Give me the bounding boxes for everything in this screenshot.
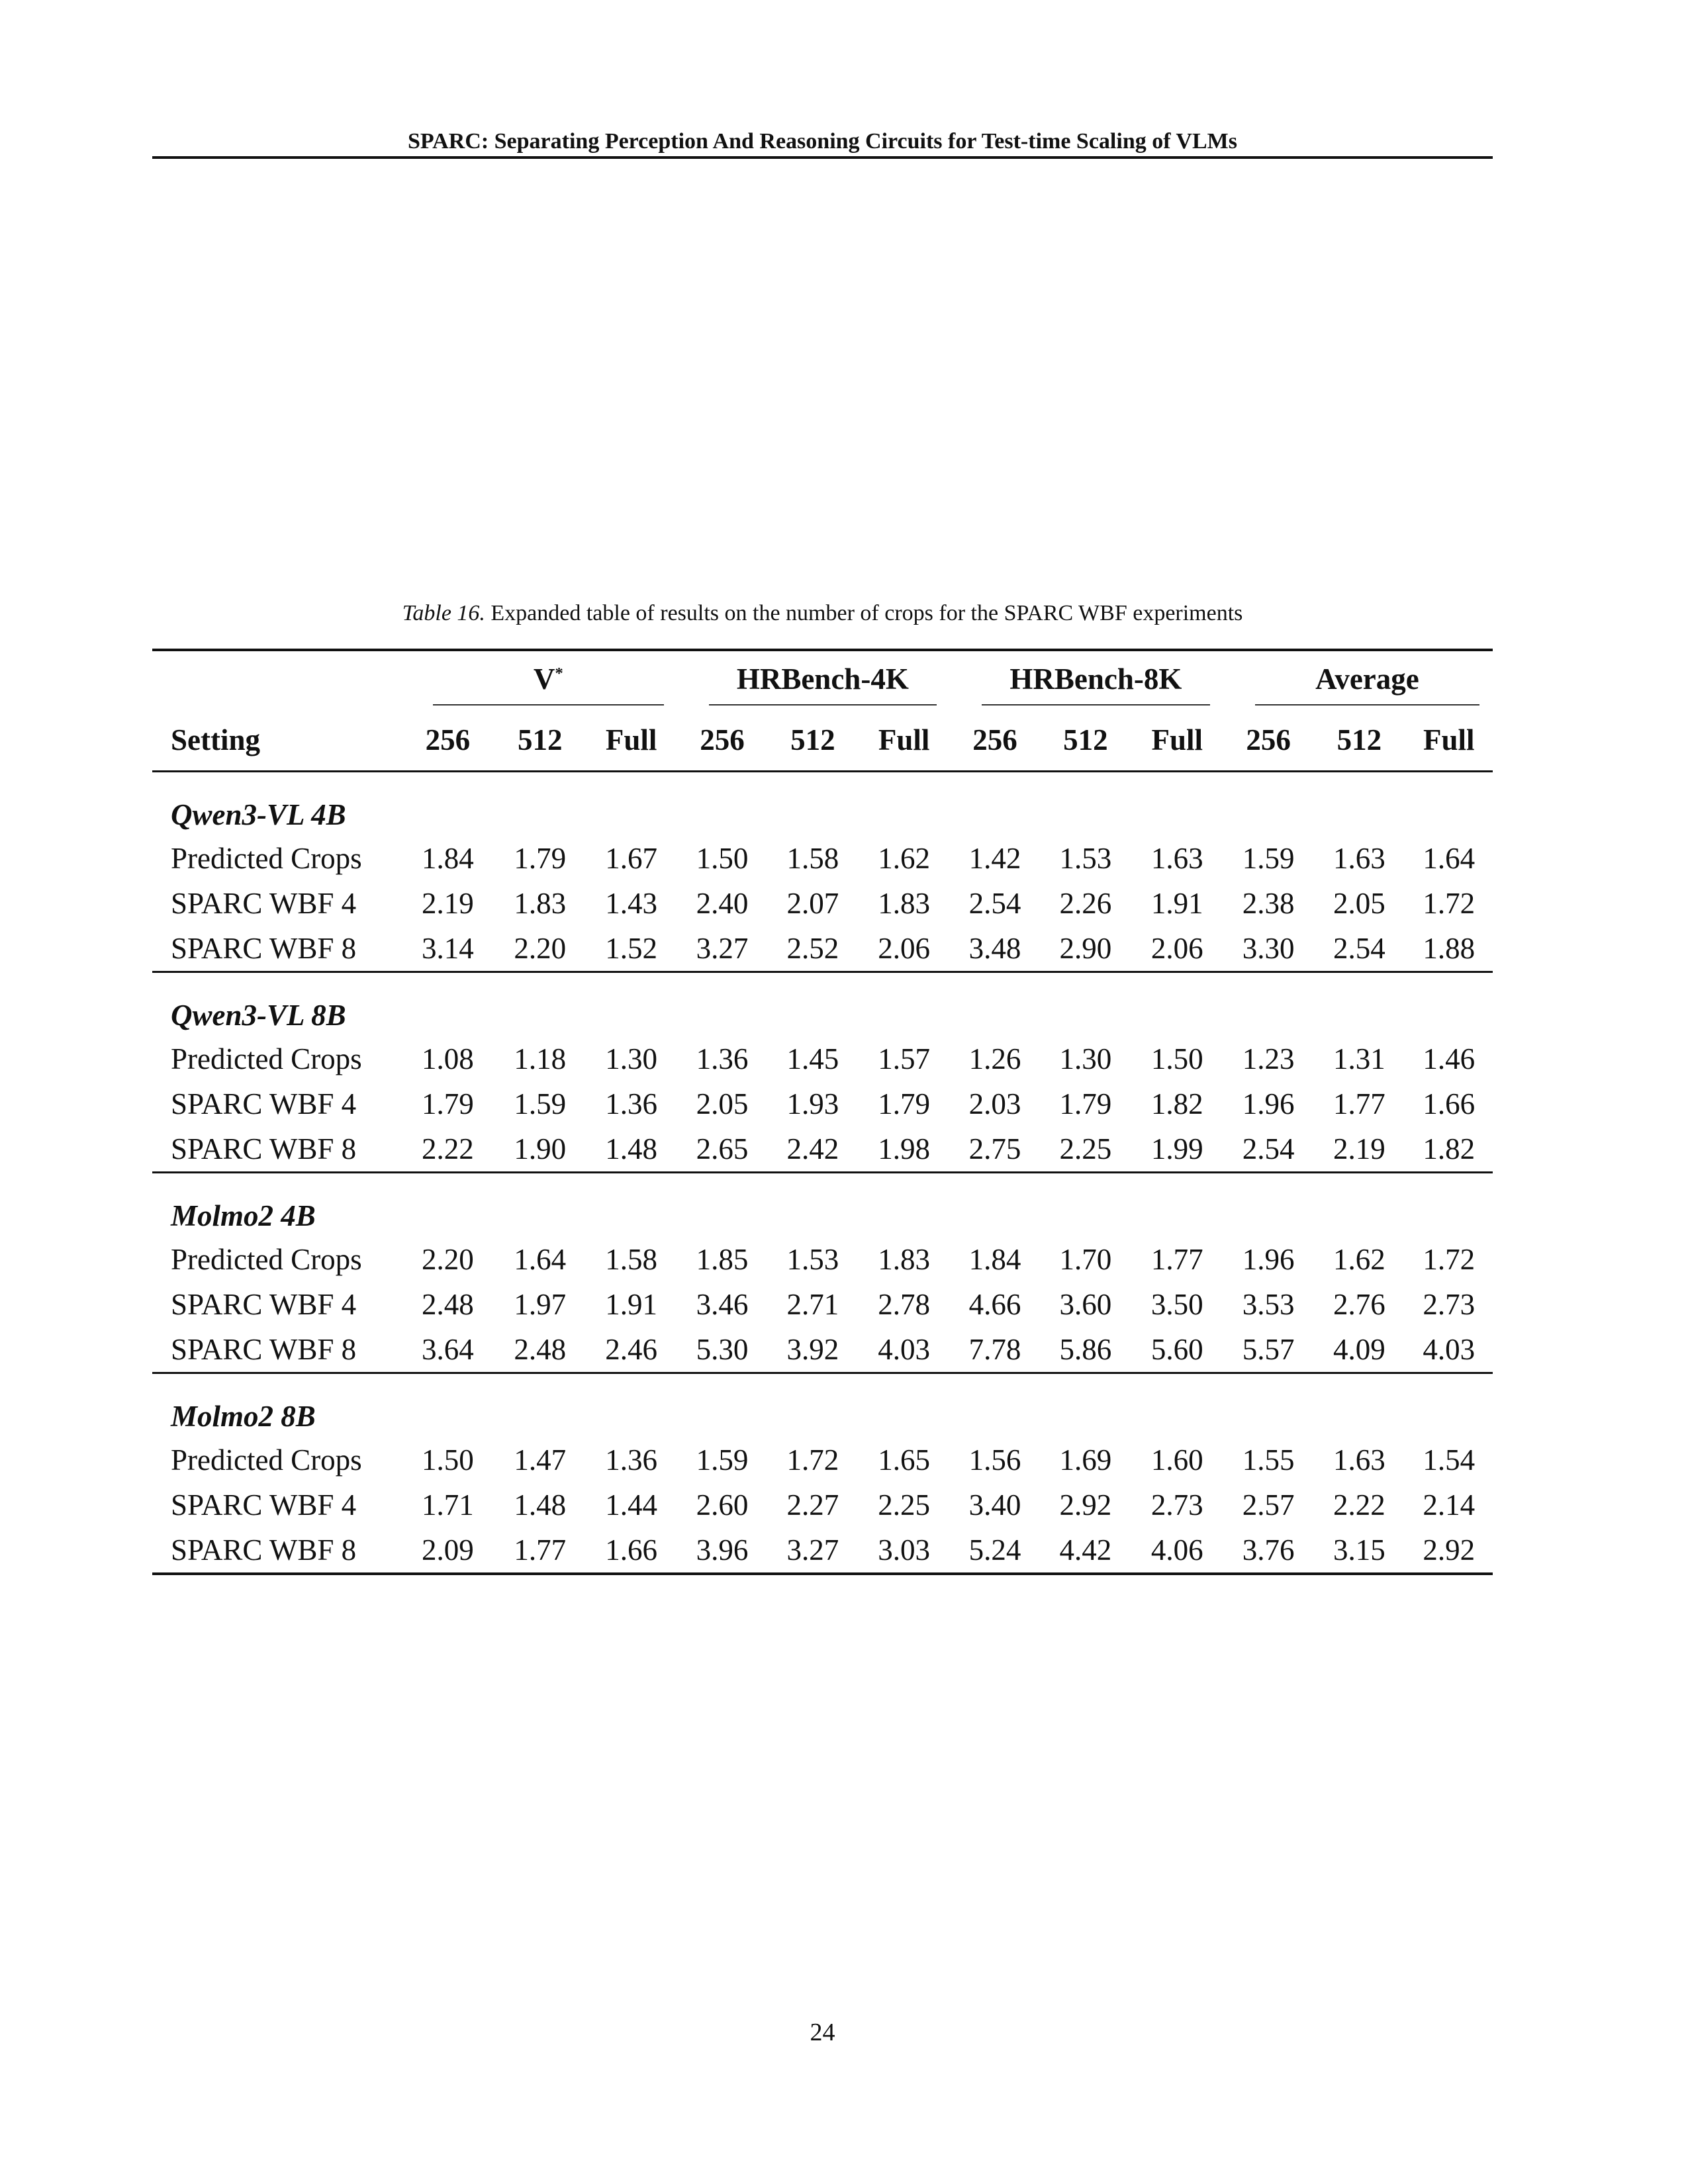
subcolumn-header: 512 bbox=[790, 723, 835, 756]
table-cell: 1.55 bbox=[1242, 1443, 1295, 1477]
group-name: HRBench-8K bbox=[1009, 662, 1182, 696]
table-cell: 1.79 bbox=[514, 842, 567, 875]
table-cell: 3.46 bbox=[696, 1288, 749, 1321]
table-cell: 2.75 bbox=[968, 1132, 1021, 1165]
table-cell: 1.91 bbox=[605, 1288, 657, 1321]
group-name: HRBench-4K bbox=[736, 662, 909, 696]
row-setting: SPARC WBF 8 bbox=[171, 932, 357, 965]
row-setting: SPARC WBF 4 bbox=[171, 1288, 357, 1321]
section-header-row bbox=[152, 772, 1493, 836]
table-cell: 2.09 bbox=[422, 1533, 474, 1567]
table-cell: 2.14 bbox=[1423, 1488, 1476, 1522]
subcolumn-header: 512 bbox=[518, 723, 563, 756]
table-cell: 2.92 bbox=[1423, 1533, 1476, 1567]
subcolumn-header-row bbox=[152, 709, 1493, 772]
table-cell: 2.05 bbox=[1333, 887, 1385, 920]
table-cell: 1.90 bbox=[514, 1132, 567, 1165]
table-cell: 1.97 bbox=[514, 1288, 567, 1321]
table-cell: 1.63 bbox=[1333, 1443, 1385, 1477]
subcolumn-header: Full bbox=[1151, 723, 1203, 756]
table-cell: 1.36 bbox=[605, 1087, 657, 1120]
table-row bbox=[152, 1126, 1493, 1173]
table-cell: 1.84 bbox=[968, 1243, 1021, 1276]
table-cell: 1.72 bbox=[1423, 887, 1476, 920]
group-name: V bbox=[533, 662, 555, 696]
table-cell: 1.52 bbox=[605, 932, 657, 965]
table-cell: 1.48 bbox=[514, 1488, 567, 1522]
table-cell: 1.77 bbox=[1333, 1087, 1385, 1120]
group-header bbox=[950, 651, 1223, 709]
table-cell: 2.27 bbox=[786, 1488, 839, 1522]
group-header-label-wrap bbox=[1255, 655, 1479, 705]
row-setting: Predicted Crops bbox=[171, 1042, 362, 1075]
table-cell: 1.30 bbox=[1059, 1042, 1112, 1075]
table-cell: 1.72 bbox=[786, 1443, 839, 1477]
table-cell: 1.36 bbox=[696, 1042, 749, 1075]
table-cell: 1.91 bbox=[1150, 887, 1203, 920]
table-cell: 1.42 bbox=[968, 842, 1021, 875]
table-cell: 2.90 bbox=[1059, 932, 1112, 965]
table-bottom-rule bbox=[152, 1574, 1493, 1575]
table-row bbox=[152, 836, 1493, 881]
table-cell: 1.98 bbox=[878, 1132, 931, 1165]
caption-label: Table 16. bbox=[402, 601, 485, 625]
table-cell: 2.19 bbox=[422, 887, 474, 920]
results-table bbox=[152, 649, 1493, 1575]
table-cell: 2.38 bbox=[1242, 887, 1295, 920]
table-cell: 3.30 bbox=[1242, 932, 1295, 965]
table-cell: 2.78 bbox=[878, 1288, 931, 1321]
table-row bbox=[152, 1527, 1493, 1574]
table-cell: 2.22 bbox=[1333, 1488, 1385, 1522]
table-cell: 4.09 bbox=[1333, 1333, 1385, 1366]
row-setting: SPARC WBF 8 bbox=[171, 1333, 357, 1366]
group-header-label-wrap bbox=[433, 655, 664, 705]
table-cell: 1.77 bbox=[514, 1533, 567, 1567]
table-cell: 5.57 bbox=[1242, 1333, 1295, 1366]
table-cell: 2.42 bbox=[786, 1132, 839, 1165]
group-name: Average bbox=[1315, 662, 1419, 696]
subcolumn-header: 256 bbox=[425, 723, 471, 756]
table-cell: 1.44 bbox=[605, 1488, 657, 1522]
table-cell: 1.88 bbox=[1423, 932, 1476, 965]
row-setting: SPARC WBF 8 bbox=[171, 1533, 357, 1567]
table-cell: 5.86 bbox=[1059, 1333, 1112, 1366]
table-cell: 3.48 bbox=[968, 932, 1021, 965]
subcolumn-header: 512 bbox=[1336, 723, 1382, 756]
section-header-row bbox=[152, 972, 1493, 1037]
table-cell: 1.63 bbox=[1150, 842, 1203, 875]
table-cell: 1.30 bbox=[605, 1042, 657, 1075]
table-cell: 1.47 bbox=[514, 1443, 567, 1477]
table-cell: 5.30 bbox=[696, 1333, 749, 1366]
table-cell: 1.31 bbox=[1333, 1042, 1385, 1075]
group-header-empty bbox=[152, 651, 401, 709]
section-title: Qwen3-VL 8B bbox=[152, 972, 1493, 1037]
table-row bbox=[152, 1081, 1493, 1126]
table-cell: 1.83 bbox=[878, 887, 931, 920]
table-cell: 3.27 bbox=[786, 1533, 839, 1567]
table-cell: 1.63 bbox=[1333, 842, 1385, 875]
table-body bbox=[152, 650, 1493, 1575]
table-cell: 2.06 bbox=[878, 932, 931, 965]
table-cell: 2.92 bbox=[1059, 1488, 1112, 1522]
table-cell: 1.77 bbox=[1150, 1243, 1203, 1276]
table-cell: 2.48 bbox=[514, 1333, 567, 1366]
table-cell: 1.57 bbox=[878, 1042, 931, 1075]
table-row bbox=[152, 881, 1493, 926]
subcolumn-header: Full bbox=[605, 723, 657, 756]
table-cell: 1.83 bbox=[878, 1243, 931, 1276]
row-setting: SPARC WBF 4 bbox=[171, 887, 357, 920]
table-cell: 1.58 bbox=[605, 1243, 657, 1276]
table-cell: 1.45 bbox=[786, 1042, 839, 1075]
caption-text: Expanded table of results on the number of crops for the SPARC WBF experiments bbox=[491, 601, 1243, 625]
table-cell: 1.64 bbox=[514, 1243, 567, 1276]
table-cell: 2.54 bbox=[1242, 1132, 1295, 1165]
table-cell: 2.52 bbox=[786, 932, 839, 965]
table-cell: 1.72 bbox=[1423, 1243, 1476, 1276]
table-cell: 2.73 bbox=[1150, 1488, 1203, 1522]
table-cell: 1.43 bbox=[605, 887, 657, 920]
table-cell: 1.65 bbox=[878, 1443, 931, 1477]
table-cell: 4.03 bbox=[1423, 1333, 1476, 1366]
table-row bbox=[152, 1036, 1493, 1081]
table-cell: 1.50 bbox=[696, 842, 749, 875]
section-title: Molmo2 4B bbox=[152, 1173, 1493, 1238]
table-cell: 3.14 bbox=[422, 932, 474, 965]
group-header bbox=[401, 651, 677, 709]
row-setting: SPARC WBF 4 bbox=[171, 1488, 357, 1522]
row-setting: SPARC WBF 4 bbox=[171, 1087, 357, 1120]
group-header bbox=[677, 651, 950, 709]
row-setting: Predicted Crops bbox=[171, 842, 362, 875]
section-header-row bbox=[152, 1373, 1493, 1438]
table-cell: 1.84 bbox=[422, 842, 474, 875]
table-cell: 1.85 bbox=[696, 1243, 749, 1276]
table-cell: 1.79 bbox=[878, 1087, 931, 1120]
table-cell: 1.79 bbox=[1059, 1087, 1112, 1120]
table-cell: 2.54 bbox=[968, 887, 1021, 920]
table-cell: 1.83 bbox=[514, 887, 567, 920]
table-cell: 1.59 bbox=[1242, 842, 1295, 875]
subcolumn-header: 256 bbox=[972, 723, 1017, 756]
table-row bbox=[152, 1282, 1493, 1327]
table-cell: 1.48 bbox=[605, 1132, 657, 1165]
table-cell: 1.59 bbox=[514, 1087, 567, 1120]
section-title: Molmo2 8B bbox=[152, 1373, 1493, 1438]
table-caption bbox=[152, 597, 1493, 630]
table-cell: 2.65 bbox=[696, 1132, 749, 1165]
table-cell: 1.56 bbox=[968, 1443, 1021, 1477]
table-cell: 2.20 bbox=[422, 1243, 474, 1276]
subcolumn-header: Full bbox=[1423, 723, 1475, 756]
table-cell: 2.73 bbox=[1423, 1288, 1476, 1321]
table-cell: 1.62 bbox=[878, 842, 931, 875]
table-cell: 1.69 bbox=[1059, 1443, 1112, 1477]
table-cell: 2.46 bbox=[605, 1333, 657, 1366]
table-cell: 5.60 bbox=[1150, 1333, 1203, 1366]
table-cell: 1.66 bbox=[1423, 1087, 1476, 1120]
table-cell: 1.53 bbox=[786, 1243, 839, 1276]
table-cell: 1.58 bbox=[786, 842, 839, 875]
table-row bbox=[152, 1327, 1493, 1373]
table-cell: 1.54 bbox=[1423, 1443, 1476, 1477]
table-cell: 3.60 bbox=[1059, 1288, 1112, 1321]
section-header-row bbox=[152, 1173, 1493, 1238]
table-cell: 1.08 bbox=[422, 1042, 474, 1075]
table-cell: 1.70 bbox=[1059, 1243, 1112, 1276]
table-cell: 1.93 bbox=[786, 1087, 839, 1120]
table-cell: 1.60 bbox=[1150, 1443, 1203, 1477]
table-cell: 3.64 bbox=[422, 1333, 474, 1366]
table-cell: 1.66 bbox=[605, 1533, 657, 1567]
table-cell: 4.06 bbox=[1150, 1533, 1203, 1567]
setting-header: Setting bbox=[171, 723, 260, 756]
table-cell: 3.50 bbox=[1150, 1288, 1203, 1321]
table-cell: 1.82 bbox=[1423, 1132, 1476, 1165]
table-cell: 2.20 bbox=[514, 932, 567, 965]
table-cell: 2.03 bbox=[968, 1087, 1021, 1120]
table-cell: 5.24 bbox=[968, 1533, 1021, 1567]
table-cell: 1.79 bbox=[422, 1087, 474, 1120]
table-cell: 1.46 bbox=[1423, 1042, 1476, 1075]
table-cell: 1.53 bbox=[1059, 842, 1112, 875]
table-cell: 1.99 bbox=[1150, 1132, 1203, 1165]
table-cell: 3.03 bbox=[878, 1533, 931, 1567]
table-cell: 1.26 bbox=[968, 1042, 1021, 1075]
section-title: Qwen3-VL 4B bbox=[171, 798, 346, 831]
table-cell: 4.66 bbox=[968, 1288, 1021, 1321]
group-header-label-wrap bbox=[709, 655, 937, 705]
table-row bbox=[152, 1237, 1493, 1282]
page-number: 24 bbox=[810, 2019, 835, 2046]
table-cell: 2.25 bbox=[1059, 1132, 1112, 1165]
table-cell: 1.96 bbox=[1242, 1087, 1295, 1120]
group-header-label-wrap bbox=[982, 655, 1210, 705]
table-cell: 2.40 bbox=[696, 887, 749, 920]
row-setting: SPARC WBF 8 bbox=[171, 1132, 357, 1165]
table-cell: 1.96 bbox=[1242, 1243, 1295, 1276]
table-cell: 2.71 bbox=[786, 1288, 839, 1321]
table-cell: 2.25 bbox=[878, 1488, 931, 1522]
table-cell: 7.78 bbox=[968, 1333, 1021, 1366]
table-row bbox=[152, 1437, 1493, 1482]
table-cell: 2.06 bbox=[1150, 932, 1203, 965]
table-cell: 4.03 bbox=[878, 1333, 931, 1366]
table-cell: 3.53 bbox=[1242, 1288, 1295, 1321]
table-cell: 3.15 bbox=[1333, 1533, 1385, 1567]
table-cell: 1.18 bbox=[514, 1042, 567, 1075]
table-cell: 2.19 bbox=[1333, 1132, 1385, 1165]
group-header-row bbox=[152, 651, 1493, 709]
table-cell: 3.92 bbox=[786, 1333, 839, 1366]
table-cell: 2.22 bbox=[422, 1132, 474, 1165]
table-cell: 1.82 bbox=[1150, 1087, 1203, 1120]
table-cell: 1.62 bbox=[1333, 1243, 1385, 1276]
table-cell: 2.26 bbox=[1059, 887, 1112, 920]
subcolumn-header: Full bbox=[878, 723, 930, 756]
table-cell: 2.60 bbox=[696, 1488, 749, 1522]
table-cell: 3.96 bbox=[696, 1533, 749, 1567]
table-cell: 4.42 bbox=[1059, 1533, 1112, 1567]
table-cell: 1.50 bbox=[1150, 1042, 1203, 1075]
table-cell: 2.76 bbox=[1333, 1288, 1385, 1321]
table-cell: 1.23 bbox=[1242, 1042, 1295, 1075]
row-setting: Predicted Crops bbox=[171, 1243, 362, 1276]
table-row bbox=[152, 926, 1493, 972]
subcolumn-header: 256 bbox=[700, 723, 745, 756]
table-cell: 1.59 bbox=[696, 1443, 749, 1477]
table-row bbox=[152, 1482, 1493, 1527]
table-cell: 2.57 bbox=[1242, 1488, 1295, 1522]
table-bottom-rule-cell bbox=[152, 1574, 1493, 1575]
table-cell: 1.36 bbox=[605, 1443, 657, 1477]
table-cell: 1.50 bbox=[422, 1443, 474, 1477]
subcolumn-header: 512 bbox=[1063, 723, 1108, 756]
group-superscript: * bbox=[555, 664, 563, 682]
group-header bbox=[1223, 651, 1493, 709]
table-cell: 2.54 bbox=[1333, 932, 1385, 965]
table-cell: 3.27 bbox=[696, 932, 749, 965]
table-cell: 2.48 bbox=[422, 1288, 474, 1321]
table-cell: 2.05 bbox=[696, 1087, 749, 1120]
table-cell: 3.76 bbox=[1242, 1533, 1295, 1567]
table-cell: 1.71 bbox=[422, 1488, 474, 1522]
row-setting: Predicted Crops bbox=[171, 1443, 362, 1477]
table-cell: 3.40 bbox=[968, 1488, 1021, 1522]
running-header: SPARC: Separating Perception And Reasoning Circuits for Test-time Scaling of VLMs bbox=[408, 129, 1237, 154]
table-cell: 1.67 bbox=[605, 842, 657, 875]
subcolumn-header: 256 bbox=[1246, 723, 1291, 756]
header-rule bbox=[152, 156, 1493, 159]
table-cell: 1.64 bbox=[1423, 842, 1476, 875]
table-cell: 2.07 bbox=[786, 887, 839, 920]
